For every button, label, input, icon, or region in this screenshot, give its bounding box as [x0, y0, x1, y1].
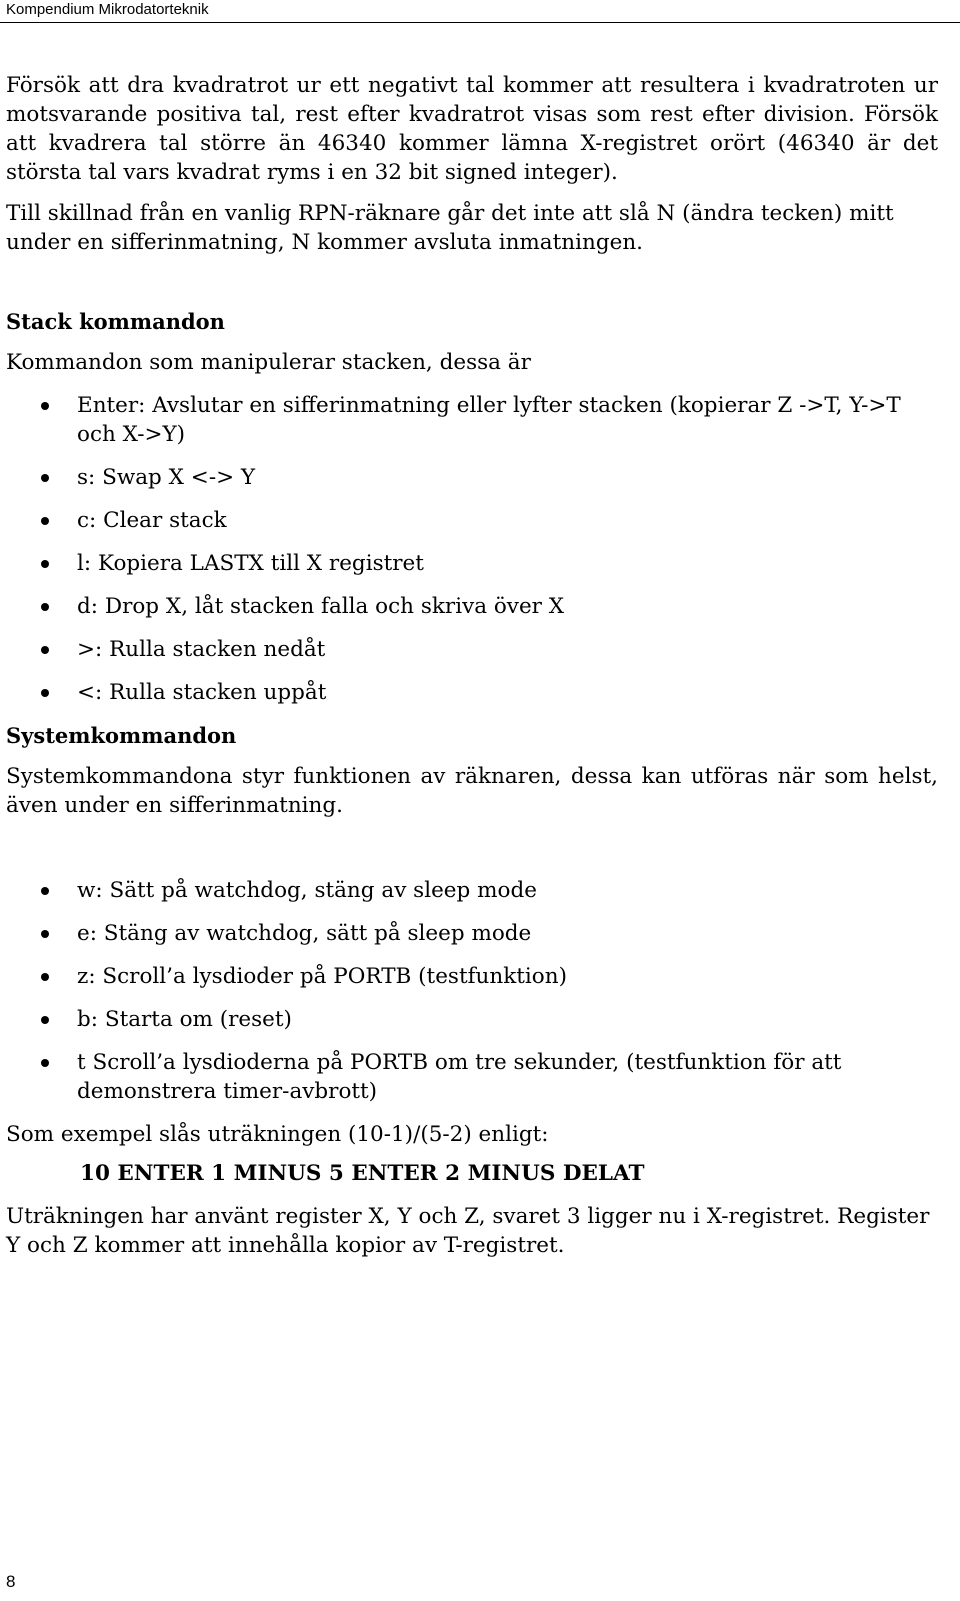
- bullet-icon: [41, 887, 49, 895]
- list-item: [6, 919, 938, 948]
- list-item-text: z: Scroll’a lysdioder på PORTB (testfunktion): [77, 964, 567, 989]
- system-intro: Systemkommandona styr funktionen av räknaren, dessa kan utföras när som helst, även under en sifferinmatning.: [6, 764, 938, 818]
- list-item-text: s: Swap X <-> Y: [77, 465, 256, 490]
- list-item: [6, 463, 938, 492]
- bullet-icon: [41, 474, 49, 482]
- list-item-text: t Scroll’a lysdioderna på PORTB om tre sekunder, (testfunktion för att demonstrera timer-avbrott): [77, 1050, 842, 1104]
- list-item: [6, 549, 938, 578]
- bullet-icon: [41, 1059, 49, 1067]
- page-header: [0, 0, 960, 23]
- bullet-icon: [41, 973, 49, 981]
- bullet-icon: [41, 517, 49, 525]
- list-item-text: <: Rulla stacken uppåt: [77, 680, 327, 705]
- list-item: [6, 391, 938, 449]
- list-item-text: d: Drop X, låt stacken falla och skriva över X: [77, 594, 565, 619]
- list-item-text: e: Stäng av watchdog, sätt på sleep mode: [77, 921, 532, 946]
- stack-intro: Kommandon som manipulerar stacken, dessa är: [6, 350, 531, 375]
- paragraph-rpn-note: Till skillnad från en vanlig RPN-räknare går det inte att slå N (ändra tecken) mitt under en sifferinmatning, N kommer avsluta inmatningen.: [6, 201, 894, 255]
- heading-system-commands: Systemkommandon: [6, 723, 237, 748]
- page-number: 8: [6, 1572, 16, 1591]
- list-item: [6, 876, 938, 905]
- list-item-text: w: Sätt på watchdog, stäng av sleep mode: [77, 878, 537, 903]
- bullet-icon: [41, 603, 49, 611]
- bullet-icon: [41, 402, 49, 410]
- list-item: [6, 1048, 938, 1106]
- page-content: [6, 71, 938, 1260]
- list-item-text: b: Starta om (reset): [77, 1007, 292, 1032]
- list-item-text: >: Rulla stacken nedåt: [77, 637, 326, 662]
- bullet-icon: [41, 1016, 49, 1024]
- document-title: Kompendium Mikrodatorteknik: [6, 1, 209, 18]
- system-command-list: [6, 876, 938, 1106]
- stack-command-list: [6, 391, 938, 707]
- bullet-icon: [41, 689, 49, 697]
- list-item-text: l: Kopiera LASTX till X registret: [77, 551, 424, 576]
- example-intro: Som exempel slås uträkningen (10-1)/(5-2) enligt:: [6, 1122, 549, 1147]
- list-item-text: Enter: Avslutar en sifferinmatning eller lyfter stacken (kopierar Z ->T, Y->T och X->Y): [77, 393, 901, 447]
- paragraph-square-root: Försök att dra kvadratrot ur ett negativt tal kommer att resultera i kvadratroten ur motsvarande positiva tal, rest efter kvadratrot visas som rest efter division. Försök att kvadrera tal större än 46340 kommer lämna X-registret orört (46340 är det största tal vars kvadrat ryms i en 32 bit signed integer).: [6, 73, 938, 185]
- list-item: [6, 635, 938, 664]
- example-conclusion: Uträkningen har använt register X, Y och Z, svaret 3 ligger nu i X-registret. Register Y och Z kommer att innehålla kopior av T-registret.: [6, 1204, 930, 1258]
- list-item: [6, 1005, 938, 1034]
- example-key-sequence: 10 ENTER 1 MINUS 5 ENTER 2 MINUS DELAT: [80, 1161, 645, 1186]
- bullet-icon: [41, 646, 49, 654]
- list-item: [6, 678, 938, 707]
- bullet-icon: [41, 560, 49, 568]
- bullet-icon: [41, 930, 49, 938]
- list-item: [6, 506, 938, 535]
- list-item: [6, 962, 938, 991]
- list-item: [6, 592, 938, 621]
- heading-stack-commands: Stack kommandon: [6, 309, 225, 334]
- list-item-text: c: Clear stack: [77, 508, 227, 533]
